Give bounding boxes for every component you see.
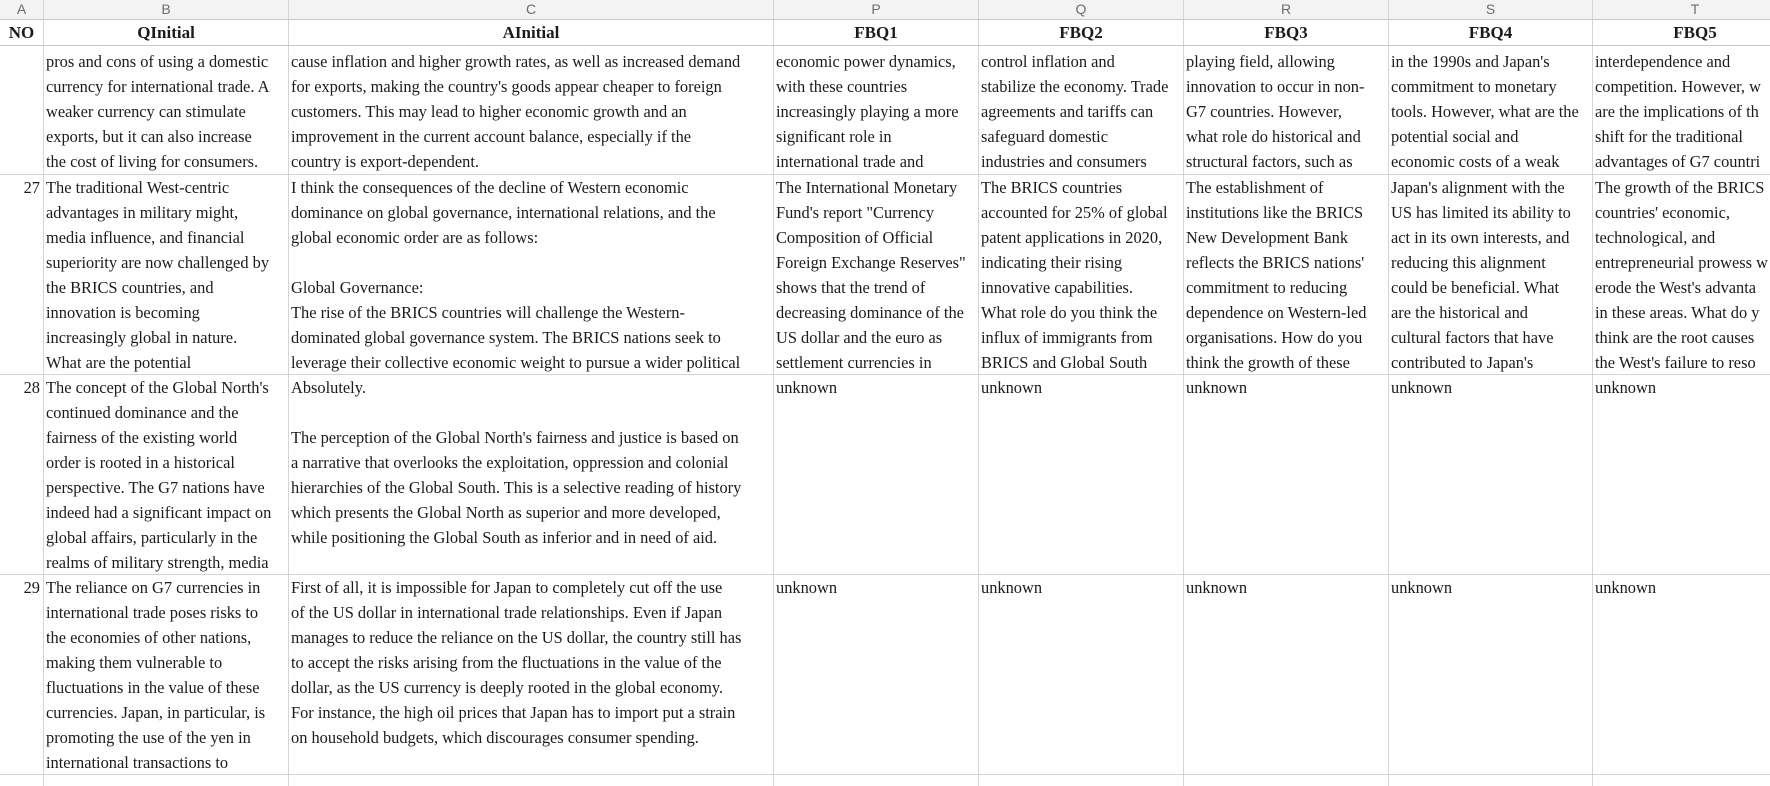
cell-fbq1[interactable] (774, 46, 979, 174)
cell-text: interdependence and competition. However, w are the implications of th shift for the traditional advantages of G7 countri (1595, 52, 1761, 171)
column-letter-b[interactable]: B (44, 0, 289, 19)
header-row (0, 20, 1770, 46)
cell-fbq3[interactable]: unknown (1184, 575, 1389, 774)
cell-fbq2[interactable] (979, 775, 1184, 786)
cell-fbq5[interactable]: unknown (1593, 375, 1770, 574)
row-number[interactable]: 29 (0, 575, 44, 774)
cell-fbq1[interactable] (774, 775, 979, 786)
cell-fbq3[interactable] (1184, 775, 1389, 786)
table-row (0, 175, 1770, 375)
header-fbq1[interactable]: FBQ1 (774, 20, 979, 45)
cell-ainitial[interactable]: I think the consequences of the decline of Western economic dominance on global governance, international relations, and the global economic order are as follows: Global Governance: The rise of the BRICS countries will challenge the Western- dominated global governance system. The BRICS nations seek to leverage their collective economic weight to pursue a wider political (289, 175, 774, 374)
column-letter-t[interactable]: T (1593, 0, 1770, 19)
header-fbq4[interactable]: FBQ4 (1389, 20, 1593, 45)
column-letter-bar (0, 0, 1770, 20)
header-fbq3[interactable]: FBQ3 (1184, 20, 1389, 45)
cell-fbq2[interactable]: unknown (979, 375, 1184, 574)
cell-fbq5[interactable] (1593, 775, 1770, 786)
cell-qinitial[interactable] (44, 46, 289, 174)
row-number[interactable]: 27 (0, 175, 44, 374)
cell-fbq3[interactable] (1184, 46, 1389, 174)
cell-qinitial[interactable] (44, 775, 289, 786)
cell-fbq4[interactable] (1389, 46, 1593, 174)
cell-fbq2[interactable]: unknown (979, 575, 1184, 774)
column-letter-a[interactable]: A (0, 0, 44, 19)
row-number[interactable] (0, 46, 44, 174)
column-letter-p[interactable]: P (774, 0, 979, 19)
header-ainitial[interactable]: AInitial (289, 20, 774, 45)
cell-text: playing field, allowing innovation to occur in non- G7 countries. However, what role do historical and structural factors, such as (1186, 52, 1365, 171)
cell-text: control inflation and stabilize the economy. Trade agreements and tariffs can safeguard domestic industries and consumers (981, 52, 1169, 171)
cell-fbq5[interactable]: The growth of the BRICS countries' economic, technological, and entrepreneurial prowess w erode the West's advanta in these areas. What do y think are the root causes the West's failure to reso (1593, 175, 1770, 374)
cell-fbq1[interactable]: unknown (774, 375, 979, 574)
cell-fbq3[interactable]: unknown (1184, 375, 1389, 574)
column-letter-s[interactable]: S (1389, 0, 1593, 19)
cell-fbq4[interactable]: Japan's alignment with the US has limited its ability to act in its own interests, and reducing this alignment could be beneficial. What are the historical and cultural factors that have contributed to Japan's (1389, 175, 1593, 374)
cell-ainitial[interactable] (289, 775, 774, 786)
column-letter-r[interactable]: R (1184, 0, 1389, 19)
cell-ainitial[interactable]: First of all, it is impossible for Japan to completely cut off the use of the US dollar in international trade relationships. Even if Japan manages to reduce the reliance on the US dollar, the country still has to accept the risks arising from the fluctuations in the value of the dollar, as the US currency is deeply rooted in the global economy. For instance, the high oil prices that Japan has to import put a strain on household budgets, which discourages consumer spending. (289, 575, 774, 774)
row-number[interactable] (0, 775, 44, 786)
cell-fbq5[interactable]: unknown (1593, 575, 1770, 774)
header-fbq2[interactable]: FBQ2 (979, 20, 1184, 45)
table-row (0, 46, 1770, 175)
cell-text: cause inflation and higher growth rates, as well as increased demand for exports, making the country's goods appear cheaper to foreign customers. This may lead to higher economic growth and an improvement in the current account balance, especially if the country is export-dependent. (291, 52, 741, 171)
cell-text: in the 1990s and Japan's commitment to monetary tools. However, what are the potential social and economic costs of a weak (1391, 52, 1579, 171)
cell-fbq2[interactable]: The BRICS countries accounted for 25% of global patent applications in 2020, indicating their rising innovative capabilities. What role do you think the influx of immigrants from BRICS and Global South (979, 175, 1184, 374)
header-qinitial[interactable]: QInitial (44, 20, 289, 45)
table-row (0, 575, 1770, 775)
column-letter-q[interactable]: Q (979, 0, 1184, 19)
cell-fbq1[interactable]: unknown (774, 575, 979, 774)
cell-fbq4[interactable]: unknown (1389, 575, 1593, 774)
header-no[interactable]: NO (0, 20, 44, 45)
row-number[interactable]: 28 (0, 375, 44, 574)
cell-fbq2[interactable] (979, 46, 1184, 174)
column-letter-c[interactable]: C (289, 0, 774, 19)
cell-fbq5[interactable] (1593, 46, 1770, 174)
cell-fbq3[interactable]: The establishment of institutions like the BRICS New Development Bank reflects the BRICS nations' commitment to reducing dependence on Western-led organisations. How do you think the growth of these (1184, 175, 1389, 374)
cell-text: economic power dynamics, with these countries increasingly playing a more significant role in international trade and (776, 52, 959, 171)
cell-fbq4[interactable]: unknown (1389, 375, 1593, 574)
cell-qinitial[interactable]: The traditional West-centric advantages in military might, media influence, and financial superiority are now challenged by the BRICS countries, and innovation is becoming increasingly global in nature. What are the potential (44, 175, 289, 374)
cell-fbq1[interactable]: The International Monetary Fund's report "Currency Composition of Official Foreign Exchange Reserves" shows that the trend of decreasing dominance of the US dollar and the euro as settlement currencies in (774, 175, 979, 374)
cell-qinitial[interactable]: The reliance on G7 currencies in international trade poses risks to the economies of other nations, making them vulnerable to fluctuations in the value of these currencies. Japan, in particular, is promoting the use of the yen in international transactions to (44, 575, 289, 774)
header-fbq5[interactable]: FBQ5 (1593, 20, 1770, 45)
cell-ainitial[interactable]: Absolutely. The perception of the Global North's fairness and justice is based on a narrative that overlooks the exploitation, oppression and colonial hierarchies of the Global South. This is a selective reading of history which presents the Global North as superior and more developed, while positioning the Global South as inferior and in need of aid. (289, 375, 774, 574)
table-row (0, 375, 1770, 575)
cell-fbq4[interactable] (1389, 775, 1593, 786)
cell-ainitial[interactable] (289, 46, 774, 174)
cell-text: pros and cons of using a domestic currency for international trade. A weaker currency can stimulate exports, but it can also increase the cost of living for consumers. (46, 52, 270, 171)
table-row-empty (0, 775, 1770, 786)
cell-qinitial[interactable]: The concept of the Global North's continued dominance and the fairness of the existing world order is rooted in a historical perspective. The G7 nations have indeed had a significant impact on global affairs, particularly in the realms of military strength, media (44, 375, 289, 574)
